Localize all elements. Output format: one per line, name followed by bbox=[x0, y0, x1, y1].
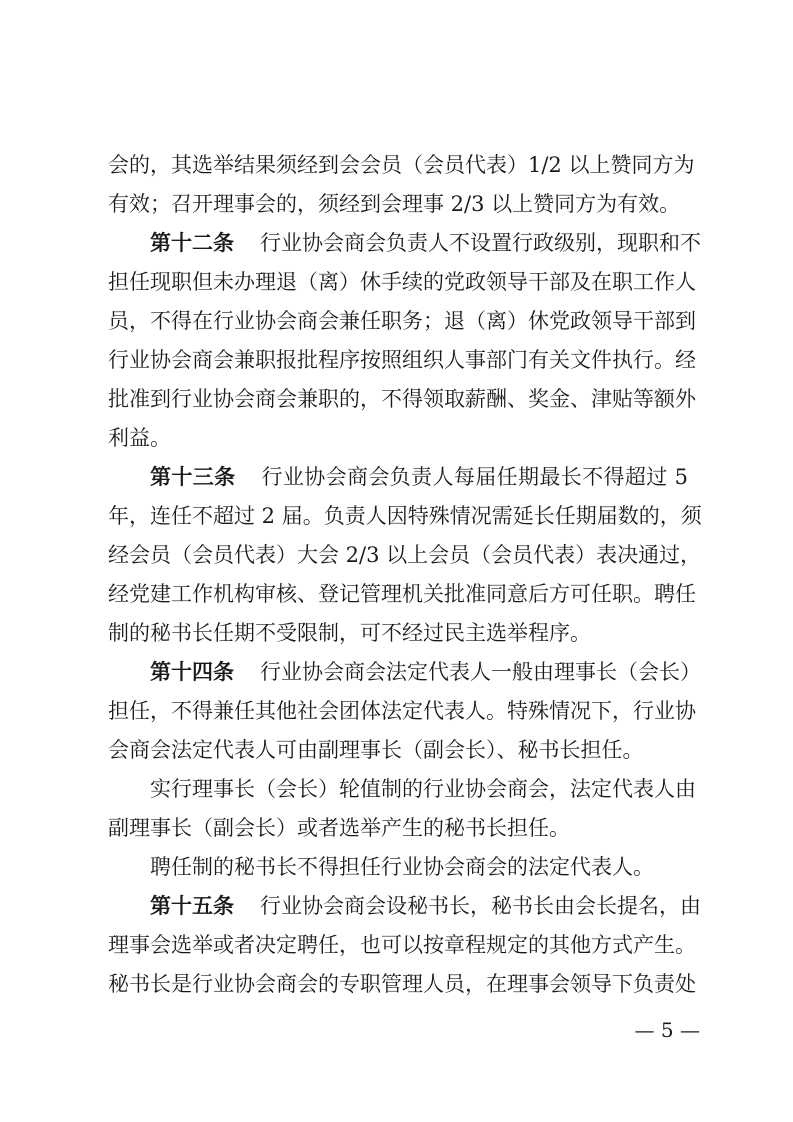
article-heading: 第十五条 bbox=[150, 893, 234, 918]
text-line: 行业协会商会负责人每届任期最长不得超过 5 bbox=[261, 464, 688, 489]
text-line: 会的，其选举结果须经到会会员（会员代表）1/2 以上赞同方为 bbox=[108, 152, 695, 177]
text-line: 担任现职但未办理退（离）休手续的党政领导干部及在职工作人 bbox=[108, 269, 696, 294]
article-13-line bbox=[150, 458, 688, 497]
page-number: — 5 — bbox=[634, 1018, 700, 1042]
text-line: 员，不得在行业协会商会兼任职务；退（离）休党政领导干部到 bbox=[108, 308, 696, 333]
article-12-line bbox=[150, 224, 701, 263]
text-line: 行业协会商会法定代表人一般由理事长（会长） bbox=[260, 659, 701, 684]
text-line: 理事会选举或者决定聘任，也可以按章程规定的其他方式产生。 bbox=[108, 932, 696, 957]
text-line: 聘任制的秘书长不得担任行业协会商会的法定代表人。 bbox=[150, 854, 654, 879]
text-line: 实行理事长（会长）轮值制的行业协会商会，法定代表人由 bbox=[150, 776, 696, 801]
article-heading: 第十二条 bbox=[150, 230, 234, 255]
text-line: 行业协会商会负责人不设置行政级别，现职和不 bbox=[260, 230, 701, 255]
text-line: 利益。 bbox=[108, 425, 171, 450]
text-line: 制的秘书长任期不受限制，可不经过民主选举程序。 bbox=[108, 620, 591, 645]
text-line: 批准到行业协会商会兼职的，不得领取薪酬、奖金、津贴等额外 bbox=[108, 386, 696, 411]
article-heading: 第十四条 bbox=[150, 659, 234, 684]
text-line: 担任，不得兼任其他社会团体法定代表人。特殊情况下，行业协 bbox=[108, 698, 696, 723]
text-line: 经党建工作机构审核、登记管理机关批准同意后方可任职。聘任 bbox=[108, 581, 696, 606]
text-line: 有效；召开理事会的，须经到会理事 2/3 以上赞同方为有效。 bbox=[108, 191, 681, 216]
text-line: 年，连任不超过 2 届。负责人因特殊情况需延长任期届数的，须 bbox=[108, 503, 702, 528]
article-14-line bbox=[150, 653, 701, 692]
text-line: 副理事长（副会长）或者选举产生的秘书长担任。 bbox=[108, 815, 570, 840]
text-line: 行业协会商会设秘书长，秘书长由会长提名，由 bbox=[260, 893, 701, 918]
text-line: 秘书长是行业协会商会的专职管理人员，在理事会领导下负责处 bbox=[108, 971, 696, 996]
article-heading: 第十三条 bbox=[150, 464, 236, 489]
article-15-line bbox=[150, 887, 701, 926]
text-line: 行业协会商会兼职报批程序按照组织人事部门有关文件执行。经 bbox=[108, 347, 696, 372]
text-line: 会商会法定代表人可由副理事长（副会长）、秘书长担任。 bbox=[108, 737, 644, 762]
text-line: 经会员（会员代表）大会 2/3 以上会员（会员代表）表决通过， bbox=[108, 542, 702, 567]
